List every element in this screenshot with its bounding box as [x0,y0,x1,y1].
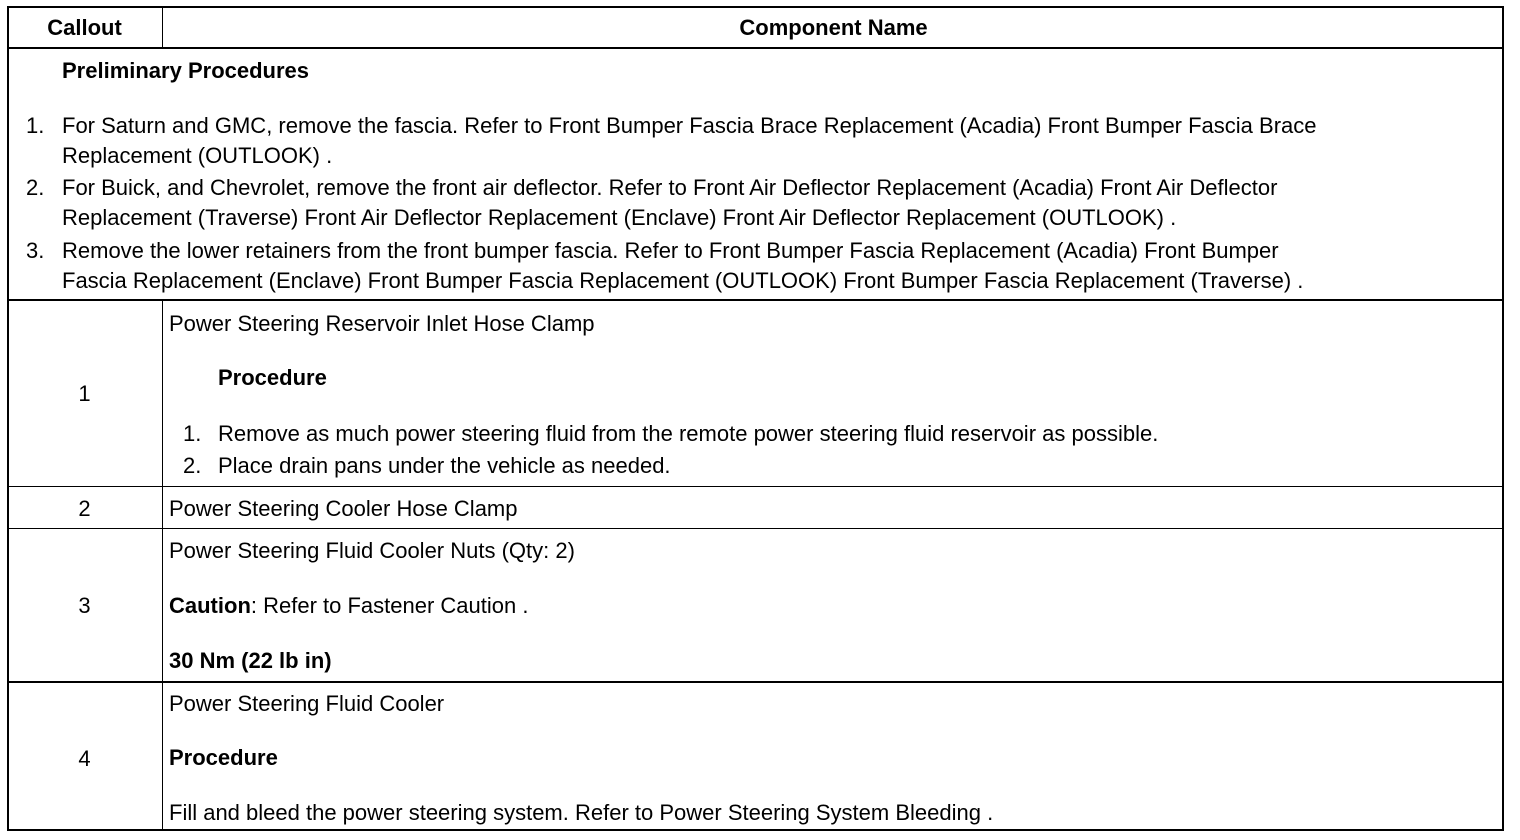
step-text: Replacement (Traverse) Front Air Deflector Replacement (Enclave) Front Air Deflector Replacement (OUTLOOK) . [62,205,1177,230]
procedure-title: Procedure [218,365,327,390]
step-text: For Buick, and Chevrolet, remove the front air deflector. Refer to Front Air Deflector Replacement (Acadia) Front Air Deflector [62,175,1278,200]
column-divider [162,300,163,831]
header-component-name: Component Name [739,15,928,40]
component-name: Power Steering Cooler Hose Clamp [169,496,518,521]
header-callout: Callout [47,15,122,40]
step-number: 2. [183,453,202,478]
row-divider [7,528,1504,529]
step-text: Place drain pans under the vehicle as needed. [218,453,671,478]
step-number: 1. [183,421,202,446]
row-divider [7,681,1504,683]
header-divider [7,47,1504,49]
callout-number: 3 [78,593,91,618]
step-text: For Saturn and GMC, remove the fascia. Refer to Front Bumper Fascia Brace Replacement (Acadia) Front Bumper Fascia Brace [62,113,1317,138]
component-name: Power Steering Fluid Cooler Nuts (Qty: 2) [169,538,575,563]
step-number: 2. [26,175,45,200]
step-text: Remove the lower retainers from the front bumper fascia. Refer to Front Bumper Fascia Replacement (Acadia) Front Bumper [62,238,1279,263]
component-name: Power Steering Reservoir Inlet Hose Clamp [169,311,595,336]
callout-number: 4 [78,746,91,771]
torque-spec: 30 Nm (22 lb in) [169,648,332,673]
preliminary-title: Preliminary Procedures [62,58,310,83]
caution-note [169,593,528,619]
callout-number: 2 [78,496,91,521]
row-divider [7,486,1504,487]
step-text: Remove as much power steering fluid from the remote power steering fluid reservoir as possible. [218,421,1159,446]
procedure-text: Fill and bleed the power steering system. Refer to Power Steering System Bleeding . [169,800,994,825]
step-number: 1. [26,113,45,138]
component-name: Power Steering Fluid Cooler [169,691,445,716]
step-text: Fascia Replacement (Enclave) Front Bumper Fascia Replacement (OUTLOOK) Front Bumper Fascia Replacement (Traverse) . [62,268,1304,293]
procedure-title: Procedure [169,745,278,770]
caution-text: : Refer to Fastener Caution . [250,593,529,618]
row-divider [7,299,1504,301]
step-text: Replacement (OUTLOOK) . [62,143,333,168]
step-number: 3. [26,238,45,263]
callout-number: 1 [78,381,91,406]
caution-label: Caution [169,593,251,618]
